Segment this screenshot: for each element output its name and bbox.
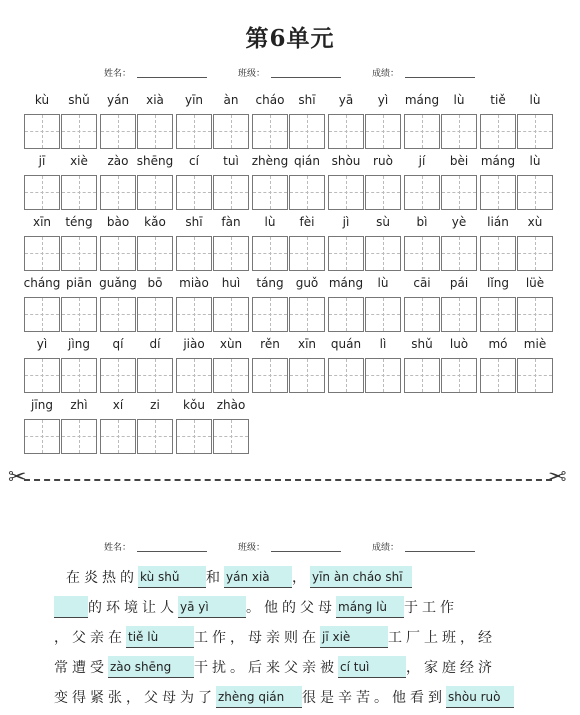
character-writing-box[interactable] (213, 236, 249, 271)
character-writing-box[interactable] (328, 358, 364, 393)
score-label: 成绩： (372, 69, 400, 79)
pinyin-syllable: yì (36, 337, 48, 351)
pinyin-syllable: rěn (260, 337, 280, 351)
character-writing-box[interactable] (517, 175, 553, 210)
passage-text: 的环境让人 (88, 600, 178, 616)
pinyin-syllable: jiào (183, 337, 205, 351)
character-writing-box[interactable] (24, 114, 60, 149)
character-writing-box[interactable] (289, 297, 325, 332)
character-writing-box[interactable] (404, 114, 440, 149)
character-writing-box[interactable] (213, 114, 249, 149)
pinyin-syllable: máng (404, 93, 440, 107)
passage-text: ，家庭经济 (406, 660, 496, 676)
pinyin-syllable: bèi (449, 154, 469, 168)
pinyin-syllable: xùn (219, 337, 243, 351)
pinyin-syllable: pái (449, 276, 469, 290)
character-writing-box[interactable] (176, 358, 212, 393)
character-writing-box[interactable] (252, 114, 288, 149)
pinyin-answer-blank[interactable]: yā yì (178, 596, 246, 618)
pinyin-syllable: máng (328, 276, 364, 290)
character-writing-box[interactable] (24, 419, 60, 454)
pinyin-syllable: cāi (413, 276, 431, 290)
passage-line (54, 656, 496, 680)
scissors-icon: ✂ (548, 465, 567, 490)
pinyin-syllable: miào (179, 276, 209, 290)
character-writing-box[interactable] (480, 236, 516, 271)
pinyin-answer-blank[interactable]: zào shēng (108, 656, 194, 678)
character-writing-box[interactable] (61, 297, 97, 332)
pinyin-syllable: shǔ (68, 93, 90, 107)
pinyin-answer-blank[interactable]: jī xiè (320, 626, 388, 648)
character-writing-box[interactable] (100, 175, 136, 210)
pinyin-syllable: shòu (331, 154, 361, 168)
class-field[interactable] (271, 551, 341, 552)
character-writing-box[interactable] (137, 114, 173, 149)
pinyin-syllable: lián (487, 215, 509, 229)
pinyin-syllable: luò (449, 337, 469, 351)
character-writing-box[interactable] (441, 358, 477, 393)
pinyin-syllable: qián (294, 154, 320, 168)
passage-line (54, 596, 458, 620)
pinyin-syllable: jī (38, 154, 46, 168)
character-writing-box[interactable] (61, 358, 97, 393)
pinyin-answer-blank[interactable]: máng lù (336, 596, 404, 618)
character-writing-box[interactable] (441, 114, 477, 149)
character-writing-box[interactable] (289, 114, 325, 149)
student-info-line (0, 66, 580, 82)
pinyin-syllable: fèi (299, 215, 315, 229)
character-writing-box[interactable] (404, 175, 440, 210)
character-writing-box[interactable] (137, 419, 173, 454)
class-field[interactable] (271, 77, 341, 78)
character-writing-box[interactable] (24, 175, 60, 210)
pinyin-syllable: ruò (373, 154, 393, 168)
pinyin-syllable: zào (107, 154, 129, 168)
pinyin-syllable: yán (106, 93, 130, 107)
pinyin-syllable: bō (147, 276, 163, 290)
pinyin-syllable: tiě (490, 93, 506, 107)
pinyin-syllable: xí (112, 398, 124, 412)
character-writing-box[interactable] (61, 114, 97, 149)
character-writing-box[interactable] (365, 114, 401, 149)
character-writing-box[interactable] (289, 175, 325, 210)
character-writing-box[interactable] (100, 358, 136, 393)
character-writing-box[interactable] (480, 297, 516, 332)
pinyin-syllable: cháo (255, 93, 285, 107)
character-writing-box[interactable] (100, 297, 136, 332)
pinyin-syllable: yīn (184, 93, 204, 107)
pinyin-syllable: shī (185, 215, 203, 229)
pinyin-syllable: miè (523, 337, 547, 351)
pinyin-syllable: tuì (223, 154, 239, 168)
character-writing-box[interactable] (365, 236, 401, 271)
score-label: 成绩： (372, 543, 400, 553)
pinyin-syllable: bì (416, 215, 428, 229)
character-writing-box[interactable] (176, 175, 212, 210)
pinyin-syllable: lǐng (487, 276, 509, 290)
character-writing-box[interactable] (137, 236, 173, 271)
pinyin-syllable: xīn (32, 215, 52, 229)
character-writing-box[interactable] (328, 236, 364, 271)
character-writing-box[interactable] (137, 175, 173, 210)
passage-text: 很是辛苦。他看到 (302, 690, 446, 706)
passage-text: ，父亲在 (54, 630, 126, 646)
character-writing-box[interactable] (517, 358, 553, 393)
pinyin-syllable: kǒu (183, 398, 205, 412)
pinyin-syllable: guǎng (99, 276, 137, 290)
character-writing-box[interactable] (252, 175, 288, 210)
pinyin-syllable: zi (150, 398, 160, 412)
character-writing-box[interactable] (61, 175, 97, 210)
passage-text: 于工作 (404, 600, 458, 616)
character-writing-box[interactable] (213, 419, 249, 454)
character-writing-box[interactable] (517, 114, 553, 149)
pinyin-syllable: dí (149, 337, 161, 351)
pinyin-syllable: kǎo (144, 215, 166, 229)
passage-text: 工厂上班，经 (388, 630, 496, 646)
character-writing-box[interactable] (176, 419, 212, 454)
pinyin-answer-blank[interactable]: zhèng qián (216, 686, 302, 708)
pinyin-syllable: mó (488, 337, 508, 351)
pinyin-syllable: àn (223, 93, 239, 107)
passage-text: ， (292, 570, 310, 586)
pinyin-syllable: lù (377, 276, 389, 290)
character-writing-box[interactable] (100, 236, 136, 271)
character-writing-box[interactable] (213, 297, 249, 332)
pinyin-syllable: jìng (68, 337, 90, 351)
pinyin-syllable: jīng (31, 398, 53, 412)
character-writing-box[interactable] (176, 114, 212, 149)
class-label: 班级： (238, 69, 266, 79)
pinyin-syllable: zhèng (251, 154, 289, 168)
pinyin-syllable: fàn (221, 215, 241, 229)
pinyin-answer-blank[interactable]: yīn àn cháo shī (310, 566, 412, 588)
pinyin-syllable: huì (221, 276, 241, 290)
pinyin-answer-blank[interactable] (54, 596, 88, 618)
character-writing-box[interactable] (24, 236, 60, 271)
character-writing-box[interactable] (61, 419, 97, 454)
class-label: 班级： (238, 543, 266, 553)
name-field[interactable] (137, 551, 207, 552)
student-info-line (0, 540, 580, 556)
pinyin-syllable: cí (189, 154, 199, 168)
pinyin-syllable: cháng (23, 276, 61, 290)
pinyin-syllable: téng (65, 215, 93, 229)
character-writing-box[interactable] (517, 236, 553, 271)
passage-text: 变得紧张，父母为了 (54, 690, 216, 706)
character-writing-box[interactable] (365, 175, 401, 210)
character-writing-box[interactable] (441, 175, 477, 210)
character-writing-box[interactable] (100, 419, 136, 454)
character-writing-box[interactable] (289, 236, 325, 271)
character-writing-box[interactable] (328, 297, 364, 332)
character-writing-box[interactable] (365, 297, 401, 332)
character-writing-box[interactable] (480, 358, 516, 393)
character-writing-box[interactable] (441, 236, 477, 271)
pinyin-syllable: piān (66, 276, 92, 290)
pinyin-answer-blank[interactable]: cí tuì (338, 656, 406, 678)
character-writing-box[interactable] (404, 236, 440, 271)
pinyin-syllable: xù (527, 215, 543, 229)
passage-text: 常遭受 (54, 660, 108, 676)
pinyin-syllable: qí (112, 337, 124, 351)
pinyin-syllable: yì (377, 93, 389, 107)
pinyin-syllable: jì (342, 215, 350, 229)
passage-line (54, 686, 514, 710)
pinyin-syllable: kù (34, 93, 50, 107)
pinyin-syllable: lüè (525, 276, 545, 290)
pinyin-syllable: lì (379, 337, 387, 351)
character-writing-box[interactable] (404, 297, 440, 332)
pinyin-syllable: shī (298, 93, 316, 107)
character-writing-box[interactable] (517, 297, 553, 332)
pinyin-syllable: shǔ (411, 337, 433, 351)
page-title: 第6单元 (245, 25, 335, 52)
character-writing-box[interactable] (24, 358, 60, 393)
pinyin-syllable: guǒ (295, 276, 319, 290)
pinyin-syllable: quán (330, 337, 362, 351)
pinyin-syllable: shēng (136, 154, 174, 168)
character-writing-box[interactable] (24, 297, 60, 332)
pinyin-answer-blank[interactable]: yán xià (224, 566, 292, 588)
pinyin-syllable: xià (146, 93, 164, 107)
character-writing-box[interactable] (365, 358, 401, 393)
passage-text: 和 (206, 570, 224, 586)
pinyin-answer-blank[interactable]: kù shǔ (138, 566, 206, 588)
character-writing-box[interactable] (61, 236, 97, 271)
character-writing-box[interactable] (480, 114, 516, 149)
character-writing-box[interactable] (328, 175, 364, 210)
name-field[interactable] (137, 77, 207, 78)
pinyin-syllable: jí (418, 154, 426, 168)
pinyin-syllable: bào (106, 215, 130, 229)
pinyin-answer-blank[interactable]: tiě lù (126, 626, 194, 648)
character-writing-box[interactable] (289, 358, 325, 393)
character-writing-box[interactable] (252, 236, 288, 271)
pinyin-syllable: lù (529, 93, 541, 107)
pinyin-answer-blank[interactable]: shòu ruò (446, 686, 514, 708)
passage-text: 干扰。后来父亲被 (194, 660, 338, 676)
character-writing-box[interactable] (328, 114, 364, 149)
character-writing-box[interactable] (176, 297, 212, 332)
character-writing-box[interactable] (213, 358, 249, 393)
passage-text: 工作，母亲则在 (194, 630, 320, 646)
name-label: 姓名： (104, 69, 132, 79)
pinyin-syllable: zhào (216, 398, 246, 412)
cut-line-divider (24, 479, 552, 481)
pinyin-syllable: lù (264, 215, 276, 229)
pinyin-syllable: yā (338, 93, 354, 107)
scissors-icon: ✂ (8, 465, 27, 490)
score-field[interactable] (405, 77, 475, 78)
pinyin-syllable: xiè (70, 154, 88, 168)
passage-text: 。他的父母 (246, 600, 336, 616)
pinyin-syllable: máng (480, 154, 516, 168)
passage-line (54, 626, 496, 650)
pinyin-syllable: yè (451, 215, 467, 229)
pinyin-syllable: táng (256, 276, 284, 290)
character-writing-box[interactable] (441, 297, 477, 332)
pinyin-syllable: zhì (70, 398, 88, 412)
character-writing-box[interactable] (252, 297, 288, 332)
character-writing-box[interactable] (252, 358, 288, 393)
pinyin-syllable: lù (529, 154, 541, 168)
pinyin-syllable: sù (376, 215, 390, 229)
character-writing-box[interactable] (137, 297, 173, 332)
passage-line (66, 566, 412, 590)
character-writing-box[interactable] (176, 236, 212, 271)
name-label: 姓名： (104, 543, 132, 553)
character-writing-box[interactable] (480, 175, 516, 210)
passage-text: 在炎热的 (66, 570, 138, 586)
pinyin-syllable: xīn (297, 337, 317, 351)
pinyin-syllable: lù (453, 93, 465, 107)
character-writing-box[interactable] (100, 114, 136, 149)
character-writing-box[interactable] (404, 358, 440, 393)
character-writing-box[interactable] (213, 175, 249, 210)
character-writing-box[interactable] (137, 358, 173, 393)
score-field[interactable] (405, 551, 475, 552)
